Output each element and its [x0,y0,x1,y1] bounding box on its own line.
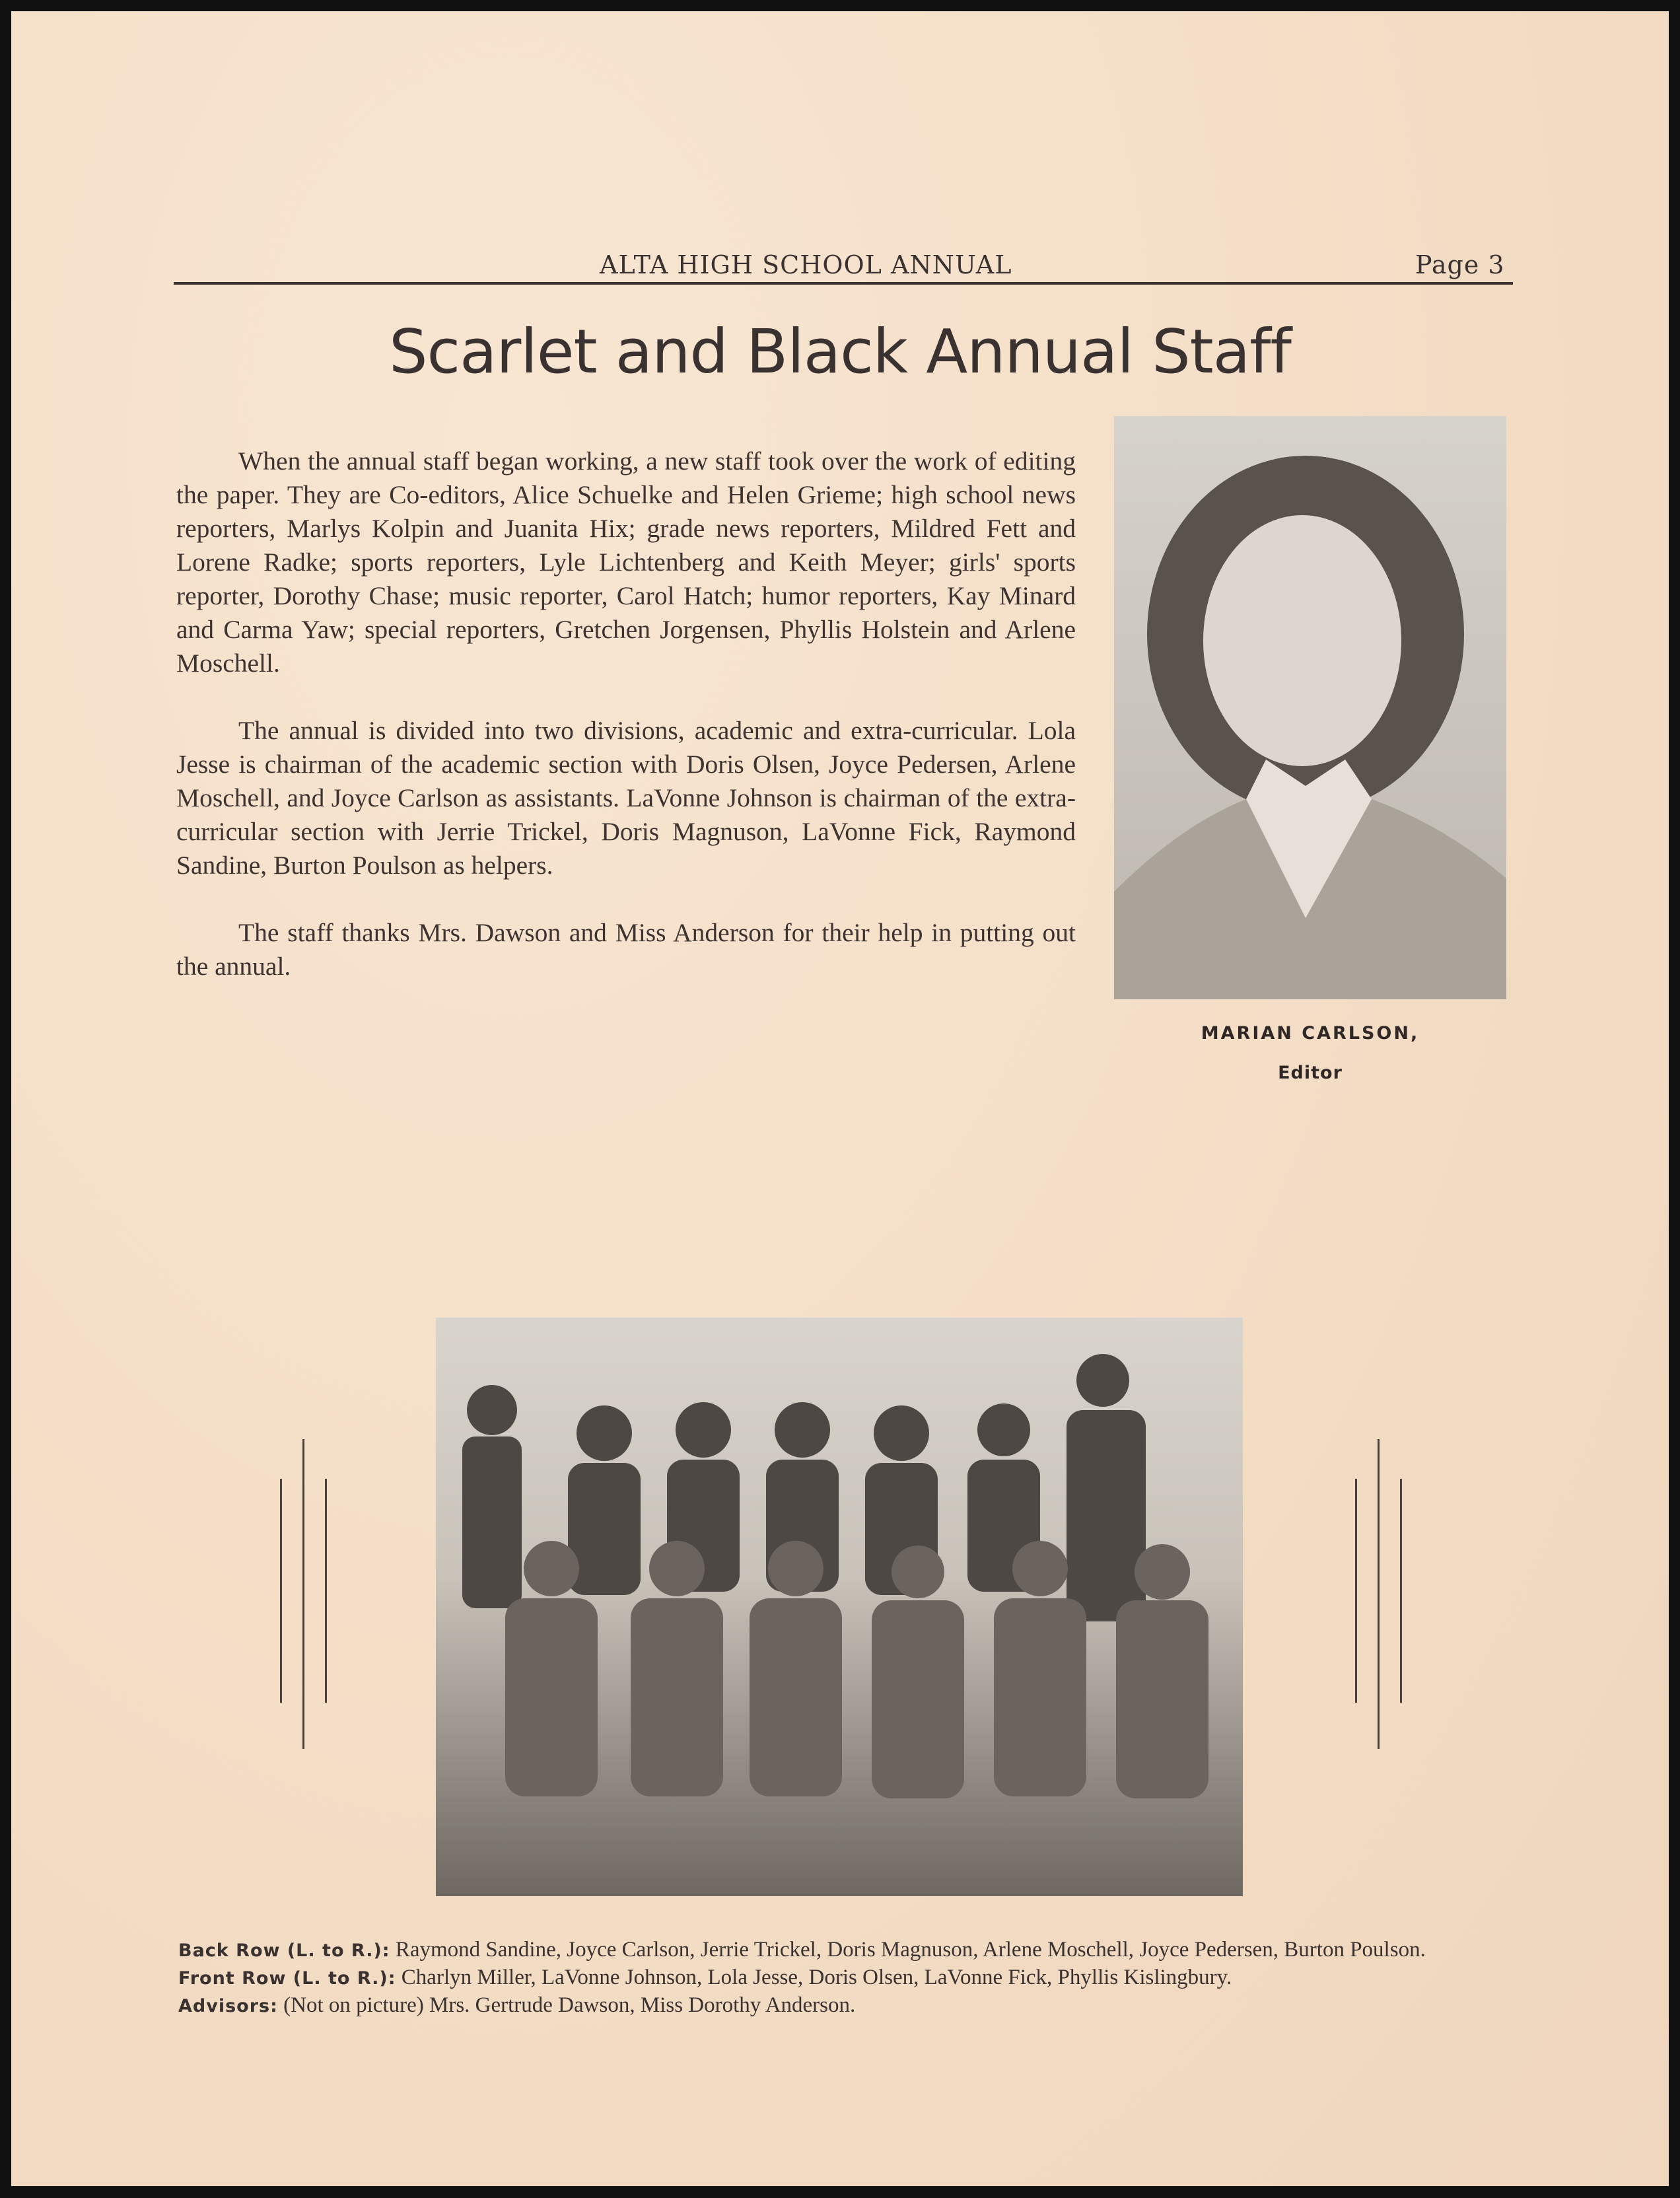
caption-advisors: Advisors: (Not on picture) Mrs. Gertrude Dawson, Miss Dorothy Anderson. [178,1993,856,2017]
decorative-line [1378,1439,1380,1749]
portrait-role: Editor [1278,1063,1343,1083]
running-title: ALTA HIGH SCHOOL ANNUAL [600,250,1012,279]
paragraph: The staff thanks Mrs. Dawson and Miss Anderson for their help in putting out the annual. [176,918,1076,981]
staff-group-photo [436,1318,1243,1896]
decorative-line [1355,1479,1357,1703]
yearbook-page [11,11,1669,2186]
paragraph: The annual is divided into two divisions, academic and extra-curricular. Lola Jesse is chairman of the academic section with Doris Olsen, Joyce Pedersen, Arlene Moschell, and Joyce Carlson as assistants. LaVonne Johnson is chairman of the extra-curricular section with Jerrie Trickel, Doris Magnuson, LaVonne Fick, Raymond Sandine, Burton Poulson as helpers. [176,716,1076,880]
decorative-line [1400,1479,1402,1703]
portrait-name: MARIAN CARLSON, [1201,1023,1420,1044]
decorative-line [280,1479,282,1703]
editor-portrait [1114,416,1506,999]
page-number: Page 3 [1415,250,1505,279]
caption-back-row: Back Row (L. to R.): Raymond Sandine, Joyce Carlson, Jerrie Trickel, Doris Magnuson, Arlene Moschell, Joyce Pedersen, Burton Poulson. [178,1938,1426,1962]
group-silhouette-icon [436,1318,1243,1896]
page-title: Scarlet and Black Annual Staff [389,316,1291,387]
caption-front-row: Front Row (L. to R.): Charlyn Miller, LaVonne Johnson, Lola Jesse, Doris Olsen, LaVonne Fick, Phyllis Kislingbury. [178,1966,1232,1989]
header-rule [174,282,1513,285]
decorative-line [325,1479,327,1703]
group-photo-caption [178,1938,1518,2022]
article-body [176,444,1076,1017]
paragraph: When the annual staff began working, a new staff took over the work of editing the paper. They are Co-editors, Alice Schuelke and Helen Grieme; high school news reporters, Marlys Kolpin and Juanita Hix; grade news reporters, Mildred Fett and Lorene Radke; sports reporters, Lyle Lichtenberg and Keith Meyer; girls' sports reporter, Dorothy Chase; music reporter, Carol Hatch; humor reporters, Kay Minard and Carma Yaw; special reporters, Gretchen Jorgensen, Phyllis Holstein and Arlene Moschell. [176,446,1076,678]
decorative-line [302,1439,304,1749]
portrait-silhouette-icon [1114,416,1506,999]
